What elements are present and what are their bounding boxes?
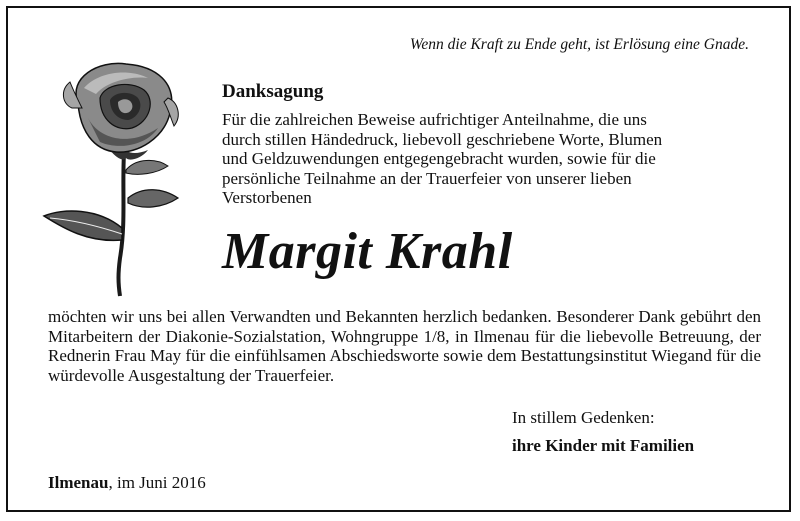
body-text: möchten wir uns bei allen Verwandten und Bekannten herzlich bedanken. Besonderer Dank gebührt den Mitarbeitern der Diakonie-Sozialstation, Wohngruppe 1/8, in Ilmenau für die liebevolle Betreuung, der Rednerin Frau May für die einfühlsamen Abschiedsworte sowie dem Bestattungsinstitut Wiegand für die würdevolle Ausgestaltung der Trauerfeier. bbox=[48, 307, 761, 385]
deceased-name: Margit Krahl bbox=[222, 223, 513, 280]
place: Ilmenau bbox=[48, 473, 109, 492]
closing-line: In stillem Gedenken: bbox=[512, 408, 655, 427]
rose-icon bbox=[38, 58, 198, 298]
motto: Wenn die Kraft zu Ende geht, ist Erlösung eine Gnade. bbox=[409, 36, 749, 53]
heading: Danksagung bbox=[222, 81, 324, 102]
date: , im Juni 2016 bbox=[108, 473, 206, 492]
place-date bbox=[48, 473, 206, 493]
notice-frame bbox=[6, 6, 791, 512]
intro-text: Für die zahlreichen Beweise aufrichtiger Anteilnahme, die uns durch stillen Händedruck, liebevoll geschriebene Worte, Blumen und Geldzuwendungen entgegengebracht wurden, sowie für die persönliche Teilnahme an der Trauerfeier von unserer lieben Verstorbenen bbox=[222, 110, 663, 207]
signature: ihre Kinder mit Familien bbox=[512, 436, 695, 455]
